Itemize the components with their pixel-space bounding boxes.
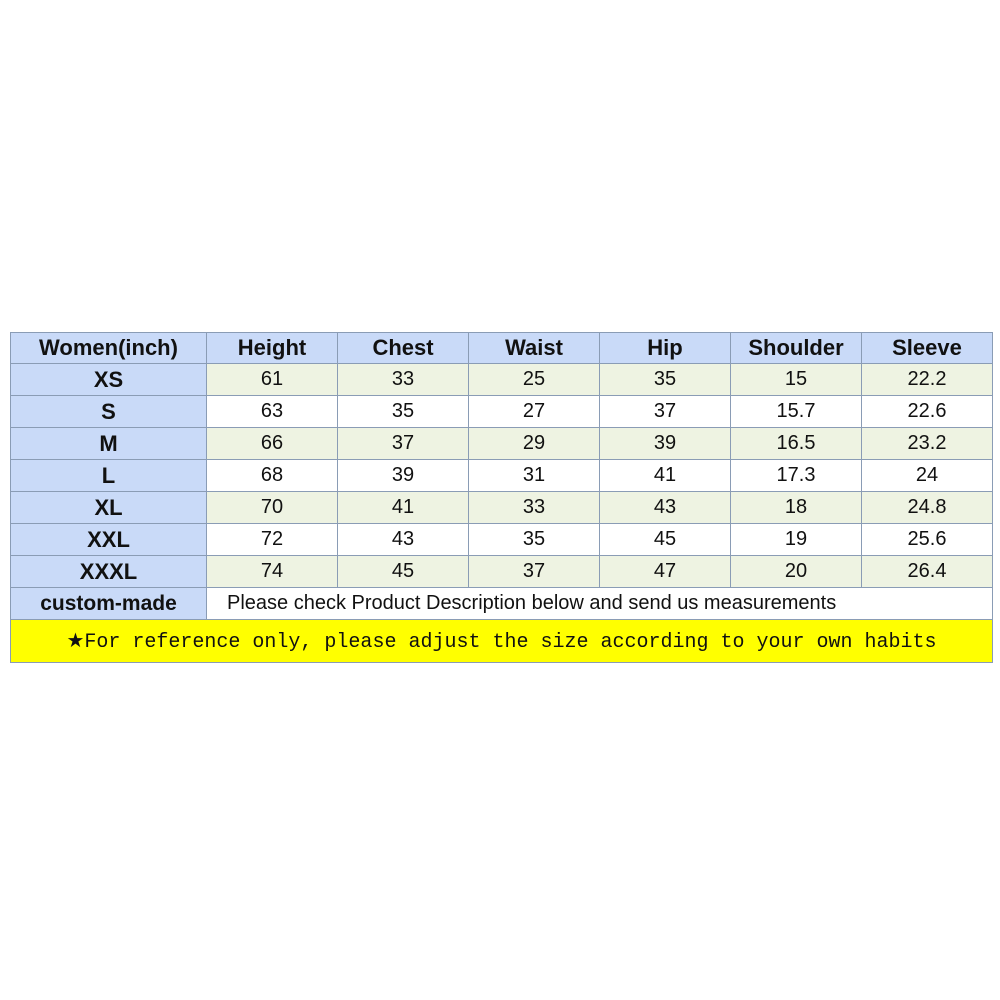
sleeve-value: 23.2 <box>862 428 993 460</box>
shoulder-value: 18 <box>731 492 862 524</box>
shoulder-value: 17.3 <box>731 460 862 492</box>
hip-value: 43 <box>600 492 731 524</box>
column-header-hip: Hip <box>600 333 731 364</box>
waist-value: 29 <box>469 428 600 460</box>
hip-value: 47 <box>600 556 731 588</box>
table-row <box>11 428 993 460</box>
hip-value: 45 <box>600 524 731 556</box>
waist-value: 35 <box>469 524 600 556</box>
size-label: XXXL <box>11 556 207 588</box>
sleeve-value: 22.6 <box>862 396 993 428</box>
size-label: M <box>11 428 207 460</box>
reference-note <box>11 620 993 663</box>
column-header-sleeve: Sleeve <box>862 333 993 364</box>
table-row <box>11 492 993 524</box>
shoulder-value: 19 <box>731 524 862 556</box>
chest-value: 33 <box>338 364 469 396</box>
size-label: XXL <box>11 524 207 556</box>
size-label: L <box>11 460 207 492</box>
reference-note-text: For reference only, please adjust the size according to your own habits <box>84 631 937 654</box>
size-label: XL <box>11 492 207 524</box>
sleeve-value: 24.8 <box>862 492 993 524</box>
hip-value: 35 <box>600 364 731 396</box>
table-row <box>11 460 993 492</box>
sleeve-value: 25.6 <box>862 524 993 556</box>
chest-value: 41 <box>338 492 469 524</box>
custom-made-label: custom-made <box>11 588 207 620</box>
shoulder-value: 16.5 <box>731 428 862 460</box>
header-row <box>11 333 993 364</box>
shoulder-value: 15.7 <box>731 396 862 428</box>
size-chart-table <box>10 332 993 663</box>
height-value: 61 <box>207 364 338 396</box>
waist-value: 27 <box>469 396 600 428</box>
column-header-waist: Waist <box>469 333 600 364</box>
star-icon: ★ <box>66 628 85 652</box>
chest-value: 39 <box>338 460 469 492</box>
sleeve-value: 22.2 <box>862 364 993 396</box>
column-header-height: Height <box>207 333 338 364</box>
height-value: 72 <box>207 524 338 556</box>
waist-value: 25 <box>469 364 600 396</box>
waist-value: 37 <box>469 556 600 588</box>
table-row <box>11 556 993 588</box>
size-label: XS <box>11 364 207 396</box>
table-row <box>11 524 993 556</box>
height-value: 68 <box>207 460 338 492</box>
hip-value: 39 <box>600 428 731 460</box>
hip-value: 37 <box>600 396 731 428</box>
custom-made-row <box>11 588 993 620</box>
waist-value: 33 <box>469 492 600 524</box>
size-label: S <box>11 396 207 428</box>
height-value: 70 <box>207 492 338 524</box>
waist-value: 31 <box>469 460 600 492</box>
custom-made-note: Please check Product Description below and send us measurements <box>207 588 993 620</box>
chest-value: 43 <box>338 524 469 556</box>
sleeve-value: 26.4 <box>862 556 993 588</box>
height-value: 66 <box>207 428 338 460</box>
height-value: 63 <box>207 396 338 428</box>
column-header-chest: Chest <box>338 333 469 364</box>
column-header-shoulder: Shoulder <box>731 333 862 364</box>
height-value: 74 <box>207 556 338 588</box>
sleeve-value: 24 <box>862 460 993 492</box>
table-row <box>11 396 993 428</box>
table-row <box>11 364 993 396</box>
hip-value: 41 <box>600 460 731 492</box>
chest-value: 45 <box>338 556 469 588</box>
chest-value: 37 <box>338 428 469 460</box>
shoulder-value: 20 <box>731 556 862 588</box>
shoulder-value: 15 <box>731 364 862 396</box>
chest-value: 35 <box>338 396 469 428</box>
reference-note-row <box>11 620 993 663</box>
column-header-women-inch: Women(inch) <box>11 333 207 364</box>
